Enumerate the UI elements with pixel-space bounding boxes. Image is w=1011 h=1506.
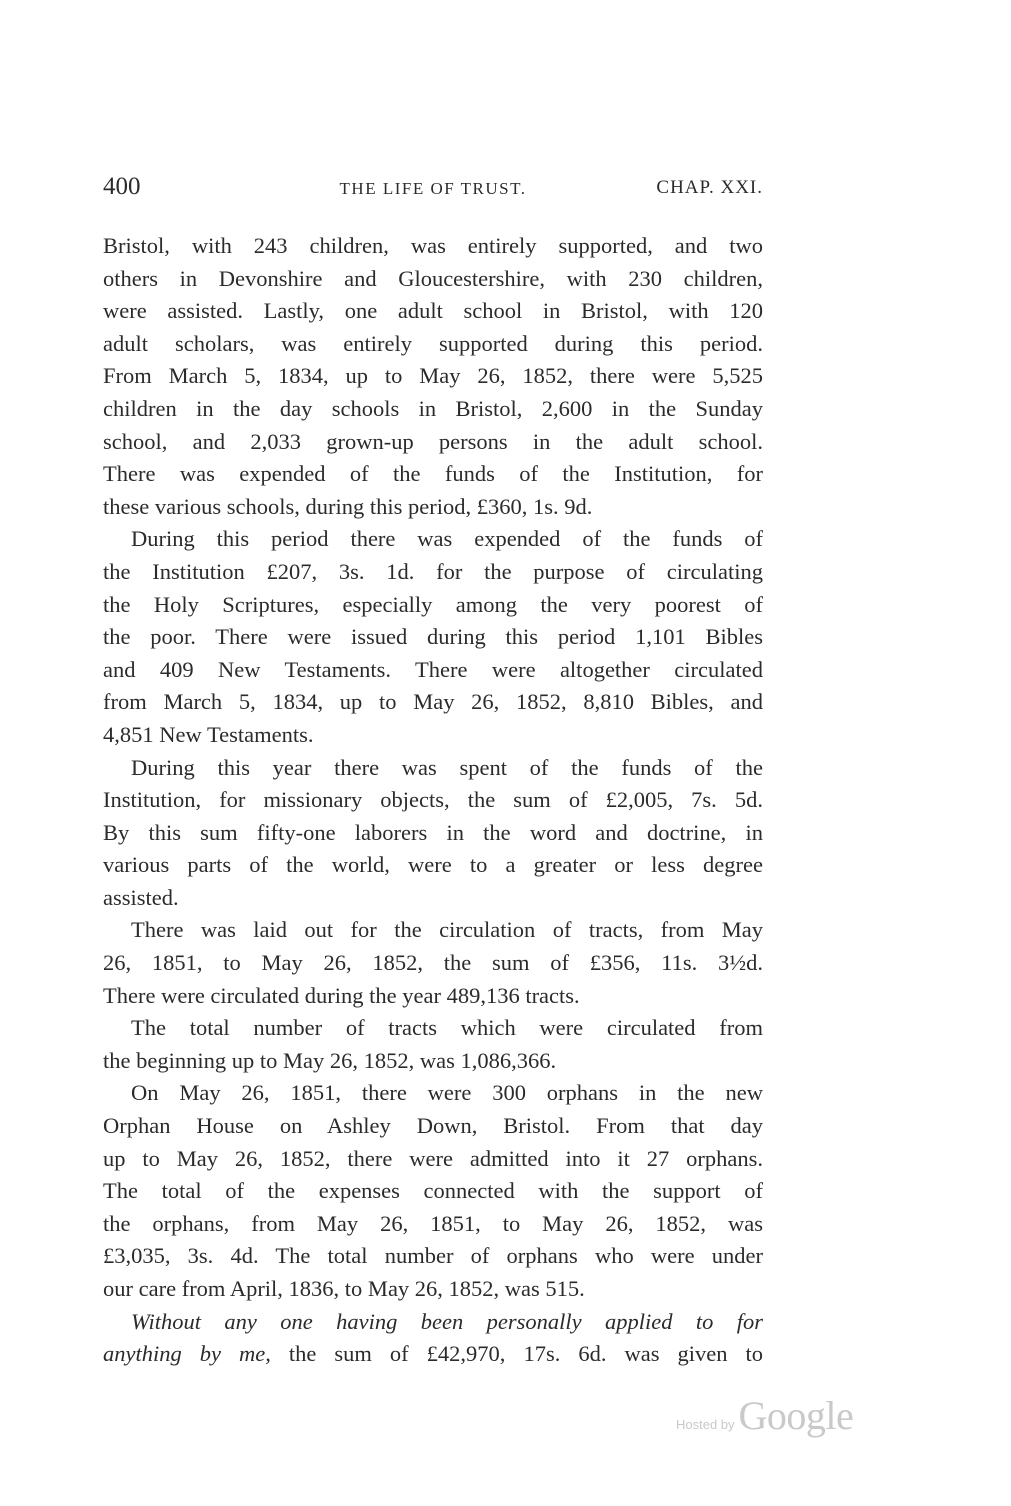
chapter-label: CHAP. XXI. [656,177,763,198]
paragraph-1 [103,230,763,523]
text-line: our care from April, 1836, to May 26, 1852, was 515. [103,1276,585,1301]
watermark-hosted-label: Hosted by [676,1417,735,1432]
text-line: Institution, for missionary objects, the sum of £2,005, 7s. 5d. [103,787,763,813]
text-line: There were circulated during the year 489,136 tracts. [103,982,580,1008]
text-line: The total of the expenses connected with the support of [103,1178,763,1204]
text-line: On May 26, 1851, there were 300 orphans in the new [131,1080,763,1106]
text-line: these various schools, during this period, £360, 1s. 9d. [103,493,593,519]
text-line: up to May 26, 1852, there were admitted into it 27 orphans. [103,1145,763,1171]
paragraph-4 [103,914,763,1012]
text-line: school, and 2,033 grown-up persons in the adult school. [103,428,763,454]
page-number: 400 [103,173,141,200]
text-line: the orphans, from May 26, 1851, to May 26, 1852, was [103,1210,763,1236]
text-line: children in the day schools in Bristol, 2,600 in the Sunday [103,395,763,421]
text-line: assisted. [103,884,179,910]
text-line: Bristol, with 243 children, was entirely supported, and two [103,233,763,258]
italic-text: anything by me, [103,1341,271,1367]
text-line: various parts of the world, were to a greater or less degree [103,852,763,878]
text-line: were assisted. Lastly, one adult school in Bristol, with 120 [103,298,763,324]
paragraph-2 [103,523,763,751]
text-line: By this sum fifty-one laborers in the word and doctrine, in [103,819,763,845]
text-line: 26, 1851, to May 26, 1852, the sum of £356, 11s. 3½d. [103,950,763,976]
text-line [103,1306,763,1339]
text-line: the Holy Scriptures, especially among the very poorest of [103,591,763,617]
roman-text: the sum of £42,970, 17s. 6d. was given to [270,1341,763,1367]
italic-text: Without any one having been personally applied to for [131,1308,763,1334]
paragraph-3 [103,752,763,915]
book-title: THE LIFE OF TRUST. [339,179,527,198]
text-line: The total number of tracts which were circulated from [131,1015,763,1041]
text-line: adult scholars, was entirely supported during this period. [103,330,763,356]
text-line: There was expended of the funds of the Institution, for [103,461,763,487]
paragraph-5 [103,1012,763,1077]
text-line: During this period there was expended of the funds of [131,526,763,552]
text-line: the beginning up to May 26, 1852, was 1,086,366. [103,1047,557,1073]
text-line: others in Devonshire and Gloucestershire, with 230 children, [103,265,763,291]
text-line: from March 5, 1834, up to May 26, 1852, 8,810 Bibles, and [103,689,763,715]
text-line: the poor. There were issued during this period 1,101 Bibles [103,624,763,650]
hosted-by-google-watermark [676,1392,853,1436]
running-head [103,172,763,202]
body-text [103,230,763,1371]
text-line: and 409 New Testaments. There were altogether circulated [103,656,763,682]
paragraph-7 [103,1306,763,1371]
text-line: There was laid out for the circulation of tracts, from May [131,917,763,943]
text-line: the Institution £207, 3s. 1d. for the purpose of circulating [103,558,763,584]
google-logo: Google [738,1393,854,1438]
text-line: From March 5, 1834, up to May 26, 1852, there were 5,525 [103,363,763,389]
paragraph-6 [103,1077,763,1305]
text-line [103,1338,763,1371]
text-line: Orphan House on Ashley Down, Bristol. From that day [103,1113,763,1139]
text-line: During this year there was spent of the funds of the [131,754,763,780]
text-line: £3,035, 3s. 4d. The total number of orphans who were under [103,1243,763,1269]
text-line: 4,851 New Testaments. [103,721,314,747]
